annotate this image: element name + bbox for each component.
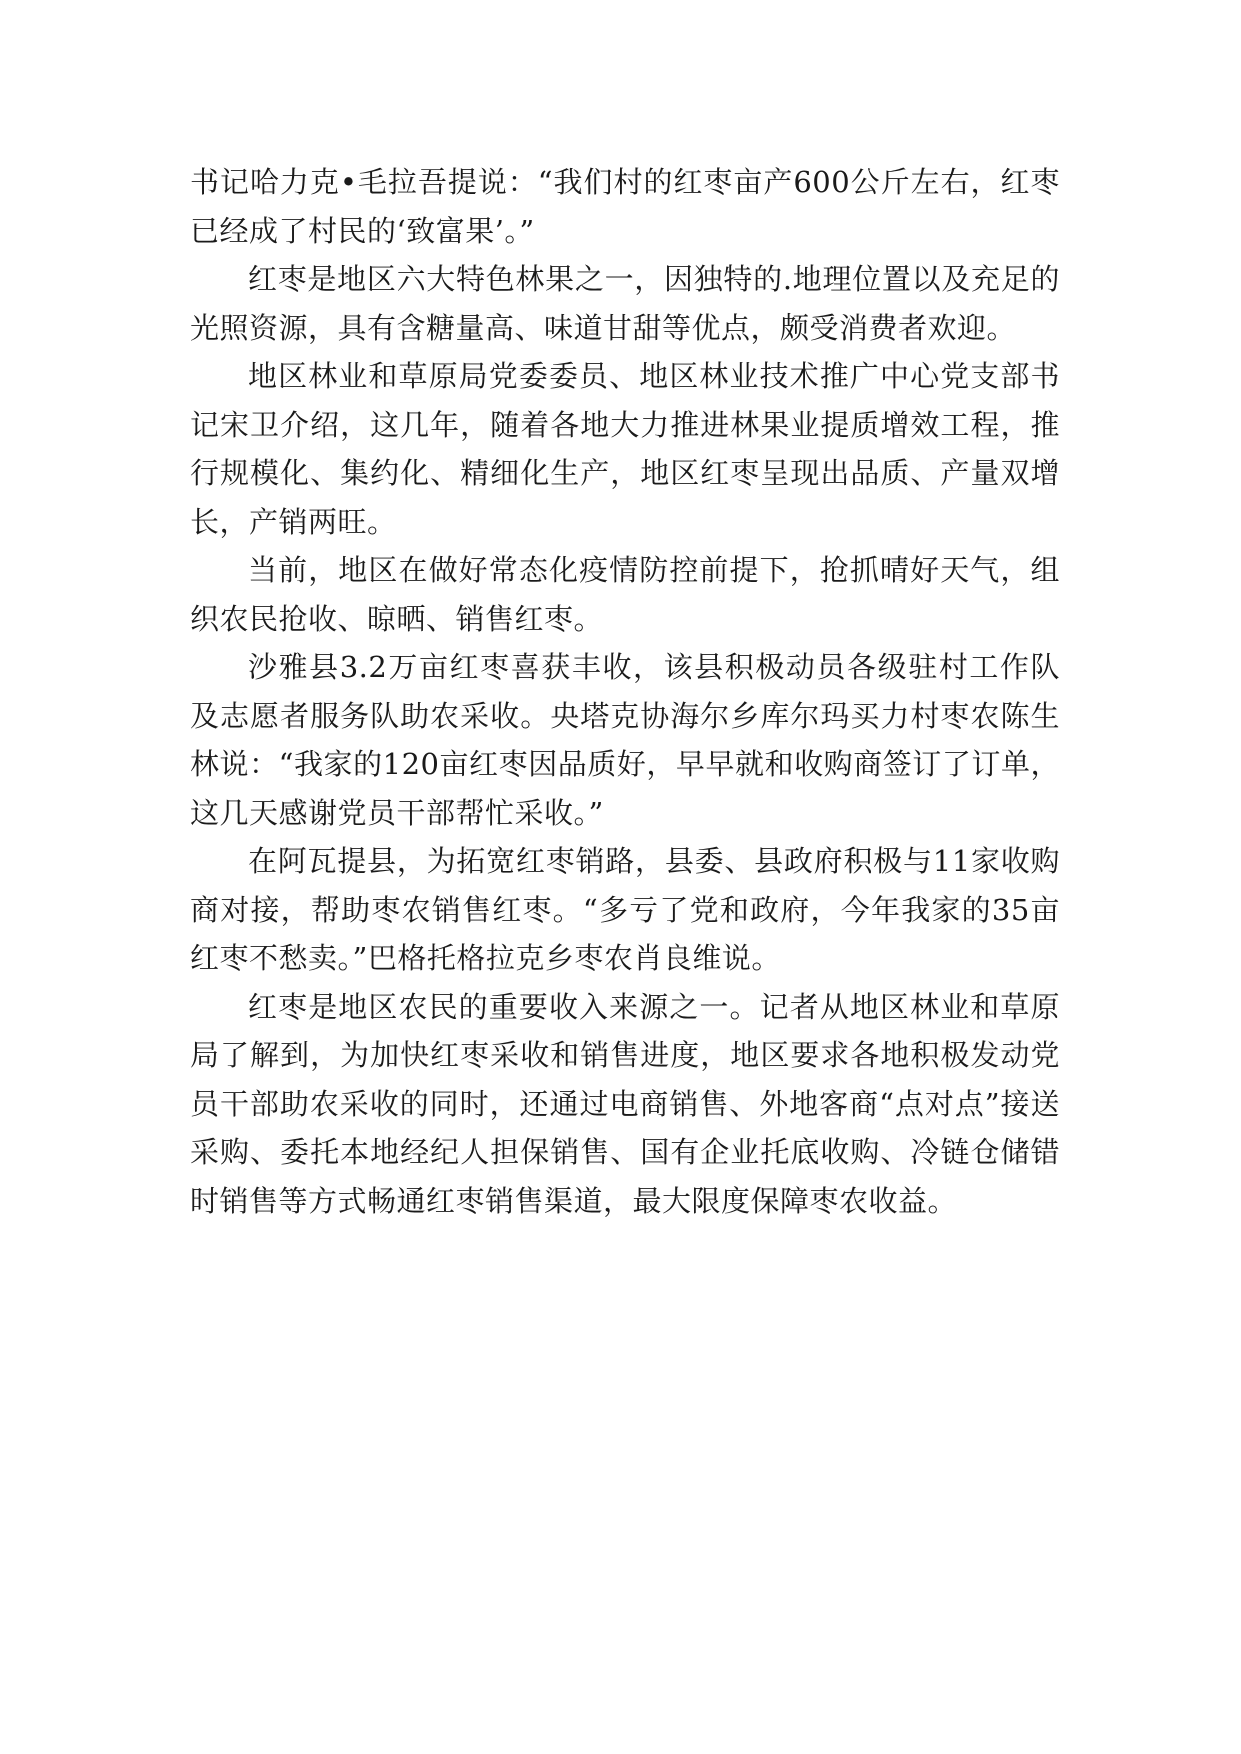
paragraph-4: 当前，地区在做好常态化疫情防控前提下，抢抓晴好天气，组织农民抢收、晾晒、销售红枣。	[190, 553, 1060, 636]
paragraph-1: 书记哈力克•毛拉吾提说：“我们村的红枣亩产600公斤左右，红枣已经成了村民的‘致富果’。”	[190, 165, 1060, 248]
paragraph-5: 沙雅县3.2万亩红枣喜获丰收，该县积极动员各级驻村工作队及志愿者服务队助农采收。央塔克协海尔乡库尔玛买力村枣农陈生林说：“我家的120亩红枣因品质好，早早就和收购商签订了订单，这几天感谢党员干部帮忙采收。”	[190, 650, 1060, 830]
paragraph-7: 红枣是地区农民的重要收入来源之一。记者从地区林业和草原局了解到，为加快红枣采收和销售进度，地区要求各地积极发动党员干部助农采收的同时，还通过电商销售、外地客商“点对点”接送采购、委托本地经纪人担保销售、国有企业托底收购、冷链仓储错时销售等方式畅通红枣销售渠道，最大限度保障枣农收益。	[190, 989, 1060, 1218]
paragraph-3: 地区林业和草原局党委委员、地区林业技术推广中心党支部书记宋卫介绍，这几年，随着各地大力推进林果业提质增效工程，推行规模化、集约化、精细化生产，地区红枣呈现出品质、产量双增长，产销两旺。	[190, 359, 1060, 539]
paragraph-2: 红枣是地区六大特色林果之一，因独特的.地理位置以及充足的光照资源，具有含糖量高、味道甘甜等优点，颇受消费者欢迎。	[190, 262, 1060, 345]
paragraph-6: 在阿瓦提县，为拓宽红枣销路，县委、县政府积极与11家收购商对接，帮助枣农销售红枣。“多亏了党和政府，今年我家的35亩红枣不愁卖。”巴格托格拉克乡枣农肖良维说。	[190, 844, 1060, 975]
article-body	[190, 158, 1060, 1225]
